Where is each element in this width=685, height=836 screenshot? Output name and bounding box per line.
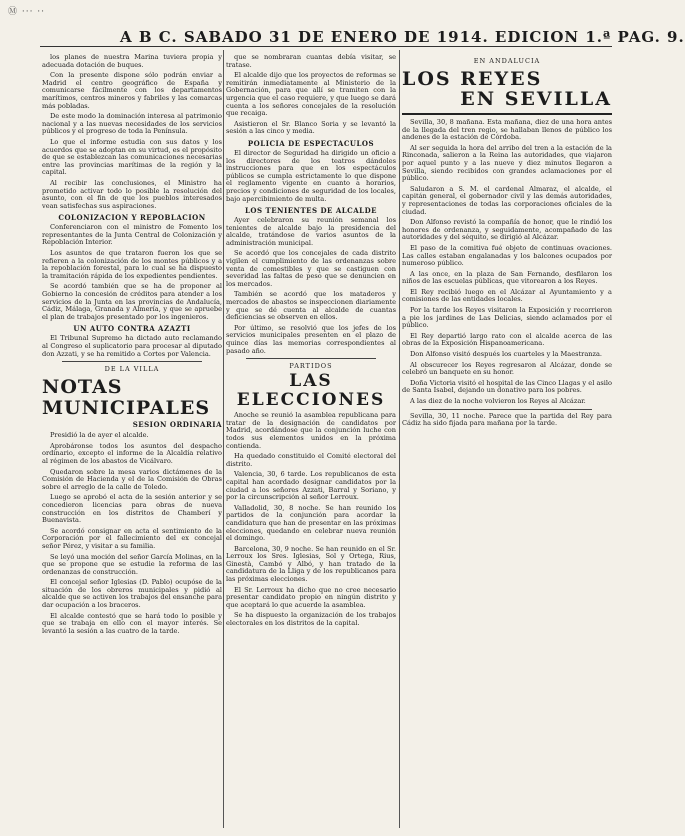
paragraph: Presidió la de ayer el alcalde.	[50, 431, 149, 440]
paragraph: El Tribunal Supremo ha dictado auto reclamando al Congreso el suplicatorio para procesar al diputado don Azzati, y se ha remitido a Cortes por Valencia.	[42, 334, 222, 358]
paragraph: Conferenciaron con el ministro de Fomento los representantes de la Junta Central de Colonización y Repoblación Interior.	[42, 223, 222, 247]
paragraph: Ayer celebraron su reunión semanal los tenientes de alcalde bajo la presidencia del alcalde, tratándose de varios asuntos de la administración municipal.	[226, 216, 396, 247]
article-subheading: SESION ORDINARIA	[132, 420, 222, 430]
paragraph: que se nombraran cuantas debía visitar, se tratase.	[226, 53, 396, 69]
section-kicker: PARTIDOS	[289, 362, 333, 371]
paragraph: El director de Seguridad ha dirigido un oficio a los directores de los teatros dándoles instrucciones para que en los espectáculos públicos se cumpla estrictamente lo que dispone el reglamento vigente en cuanto a horarios, precios y condiciones de seguridad de los locales, bajo apercibimiento de multa.	[226, 148, 396, 203]
article-headline: LAS ELECCIONES	[236, 371, 386, 411]
paragraph: Se acordó consignar en acta el sentimiento de la Corporación por el fallecimiento del ex concejal señor Pérez, y visitar a su familia.	[42, 526, 222, 550]
dateline-paragraph: Se ha dispuesto la organización de los trabajos electorales en los distritos de la capital.	[226, 611, 396, 628]
article-headline	[402, 69, 612, 109]
article-headline: NOTAS MUNICIPALES	[42, 376, 211, 420]
dateline-paragraph: Sevilla, 30, 11 noche. Parece que la partida del Rey para Cádiz ha sido fijada para mañana por la tarde.	[402, 411, 612, 428]
paragraph: Por la tarde los Reyes visitaron la Exposición y recorrieron a pie los jardines de Las Delicias, siendo aclamados por el público.	[402, 306, 612, 330]
paragraph: El concejal señor Iglesias (D. Pablo) ocupóse de la situación de los obreros municipales y pidió al alcalde que se activen los trabajos del ensanche para dar ocupación a los braceros.	[42, 578, 222, 610]
divider	[402, 113, 612, 115]
paragraph: Luego se aprobó el acta de la sesión anterior y se concedieron licencias para obras de nueva construcción en los distritos de Chamberí y Buenavista.	[42, 493, 222, 525]
page-header: A B C. SABADO 31 DE ENERO DE 1914. EDICION 1.ª PAG. 9.	[120, 28, 685, 46]
page-corner-mark: Ⓜ ··· ··	[8, 7, 46, 17]
divider	[422, 409, 592, 410]
paragraph: Quedaron sobre la mesa varios dictámenes de la Comisión de Hacienda y el de la Comisión de Obras sobre el arreglo de la calle de Toledo.	[42, 467, 222, 491]
paragraph: Se leyó una moción del señor García Molinas, en la que se propone que se estudie la reforma de las ordenanzas de construcción.	[42, 552, 222, 576]
paragraph: El paso de la comitiva fué objeto de continuas ovaciones. Las calles estaban engalanadas y los balcones ocupados por numeroso público.	[402, 243, 612, 268]
paragraph: Aprobáronse todos los asuntos del despacho ordinario, excepto el informe de la Alcaldía relativo al régimen de los abastos de Vicálvaro.	[42, 441, 222, 465]
column-divider-2	[399, 50, 400, 828]
paragraph: Los asuntos de que trataron fueron los que se refieren a la colonización de los montes públicos y a la repoblación forestal, para lo cual se ha dispuesto la tramitación rápida de los expedientes pendientes.	[42, 249, 222, 280]
dateline-paragraph: Barcelona, 30, 9 noche. Se han reunido en el Sr. Lerroux los Sres. Iglesias, Sol y Ortega, Rius, Ginestà, Cambó y Albó, y han tratado de la candidatura de la Lliga y de los republicanos para las próximas elecciones.	[226, 544, 396, 584]
dateline-paragraph: Valencia, 30, 6 tarde. Los republicanos de esta capital han acordado designar candidatos por la ciudad a los señores Azzati, Barral y Soriano, y por la circunscripción al señor Lerroux.	[226, 470, 396, 502]
column-divider-1	[223, 50, 224, 828]
section-subheading: COLONIZACION Y REPOBLACION	[58, 213, 206, 223]
section-subheading: POLICIA DE ESPECTACULOS	[247, 138, 375, 148]
paragraph: Al recibir las conclusiones, el Ministro ha prometido activar todo lo posible la resolución del asunto, con el fin de que los pueblos interesados vean satisfechas sus aspiraciones.	[42, 178, 222, 210]
divider	[62, 361, 202, 362]
paragraph: A las once, en la plaza de San Fernando, desfilaron los niños de las escuelas públicas, que vitorearon a los Reyes.	[402, 269, 612, 286]
section-kicker: EN ANDALUCIA	[473, 57, 541, 65]
paragraph: Ha quedado constituido el Comité electoral del distrito.	[226, 452, 396, 468]
column-1	[42, 54, 222, 638]
paragraph: Saludaron a S. M. el cardenal Almaraz, el alcalde, el capitán general, el gobernador civil y las demás autoridades, y representaciones de todas las corporaciones oficiales de la ciudad.	[402, 184, 612, 216]
divider	[246, 358, 376, 359]
paragraph: Con la presente dispone sólo podrán enviar a Madrid el centro geográfico de España y comunicarse fácilmente con los departamentos marítimos, centros mineros y fabriles y las comarcas más pobladas.	[42, 71, 222, 110]
column-3	[402, 54, 612, 431]
paragraph: Anoche se reunió la asamblea republicana para tratar de la designación de candidatos por Madrid, acordándose que la conjunción luche con todos sus elementos unidos en la próxima contienda.	[226, 411, 396, 450]
column-2	[226, 54, 396, 631]
paragraph: El alcalde contestó que se hará todo lo posible y que se trabaja en ello con el mayor interés. Se levantó la sesión a las cuatro de la tarde.	[42, 611, 222, 635]
paragraph: Se acordó también que se ha de proponer al Gobierno la concesión de créditos para atender a los servicios de la Junta en las provincias de Andalucía, Cádiz, Málaga, Granada y Almería, y que se apruebe el plan de trabajos presentado por los ingenieros.	[42, 282, 222, 321]
dateline-paragraph: Valladolid, 30, 8 noche. Se han reunido los partidos de la conjunción para acordar la candidatura que han de presentar en las próximas elecciones, quedando en celebrar nueva reunión el domingo.	[226, 503, 396, 543]
paragraph: Lo que el informe estudia con sus datos y los acuerdos que se adoptan en su virtud, es el propósito de que se establezcan las comunicaciones necesarias entre las provincias marítimas de la región y la capital.	[42, 137, 222, 177]
section-subheading: LOS TENIENTES DE ALCALDE	[244, 206, 378, 216]
paragraph: Al ser seguida la hora del arribo del tren a la estación de la Rinconada, salieron a la Reina las autoridades, que viajaron por aquel punto y a las nueve y diez minutos llegaron a Sevilla, siendo recibidos con grandes aclamaciones por el público.	[402, 143, 612, 183]
paragraph: Don Alfonso revistó la compañía de honor, que le rindió los honores de ordenanza, y seguidamente, acompañado de las autoridades y del séquito, se dirigió al Alcázar.	[402, 218, 612, 242]
headline-line-1: LOS REYES	[402, 68, 543, 90]
paragraph: Doña Victoria visitó el hospital de las Cinco Llagas y el asilo de Santa Isabel, dejando un donativo para los pobres.	[402, 378, 612, 395]
paragraph: Al obscurecer los Reyes regresaron al Alcázar, donde se celebró un banquete en su honor.	[402, 360, 612, 377]
paragraph: También se acordó que los mataderos y mercados de abastos se inspeccionen diariamente y que se dé cuenta al alcalde de cuantas deficiencias se observen en ellos.	[226, 290, 396, 322]
paragraph: Asistieron el Sr. Blanco Soria y se levantó la sesión a las cinco y media.	[226, 119, 396, 136]
section-subheading: UN AUTO CONTRA AZAZTI	[73, 324, 191, 334]
paragraph: Sevilla, 30, 8 mañana. Esta mañana, diez de una hora antes de la llegada del tren regio, se hallaban llenos de público los andenes de la estación de Córdoba.	[402, 118, 612, 142]
section-kicker: DE LA VILLA	[104, 365, 160, 374]
dateline-paragraph: El Sr. Lerroux ha dicho que no cree necesario presentar candidato propio en ningún distrito y que aceptará lo que acuerde la asamblea.	[226, 585, 396, 609]
paragraph: De este modo la dominación interesa al patrimonio nacional y a las nuevas necesidades de los servicios públicos y el progreso de toda la Península.	[42, 112, 222, 136]
paragraph: A las diez de la noche volvieron los Reyes al Alcázar.	[410, 397, 586, 405]
paragraph: El Rey departió largo rato con el alcalde acerca de las obras de la Exposición Hispanoamericana.	[402, 331, 612, 348]
paragraph: Se acordó que los concejales de cada distrito vigilen el cumplimiento de las ordenanzas sobre venta de comestibles y que se castiguen con severidad las faltas de peso que se denuncien en los mercados.	[226, 249, 396, 288]
paragraph: Por último, se resolvió que los jefes de los servicios municipales presenten en el plazo de quince días las memorias correspondientes al pasado año.	[226, 323, 396, 355]
paragraph: Don Alfonso visitó después los cuarteles y la Maestranza.	[410, 350, 603, 359]
header-rule	[40, 46, 612, 47]
headline-line-2: EN SEVILLA	[460, 88, 612, 110]
paragraph: El alcalde dijo que los proyectos de reformas se remitirán inmediatamente al Ministerio de la Gobernación, para que allí se tramiten con la urgencia que el caso requiere, y que luego se dará cuenta a los señores concejales de la resolución que recaiga.	[226, 71, 396, 118]
paragraph: El Rey recibió luego en el Alcázar al Ayuntamiento y a comisiones de las entidades locales.	[402, 287, 612, 304]
paragraph: los planes de nuestra Marina tuviera propia y adecuada dotación de buques.	[42, 53, 222, 69]
